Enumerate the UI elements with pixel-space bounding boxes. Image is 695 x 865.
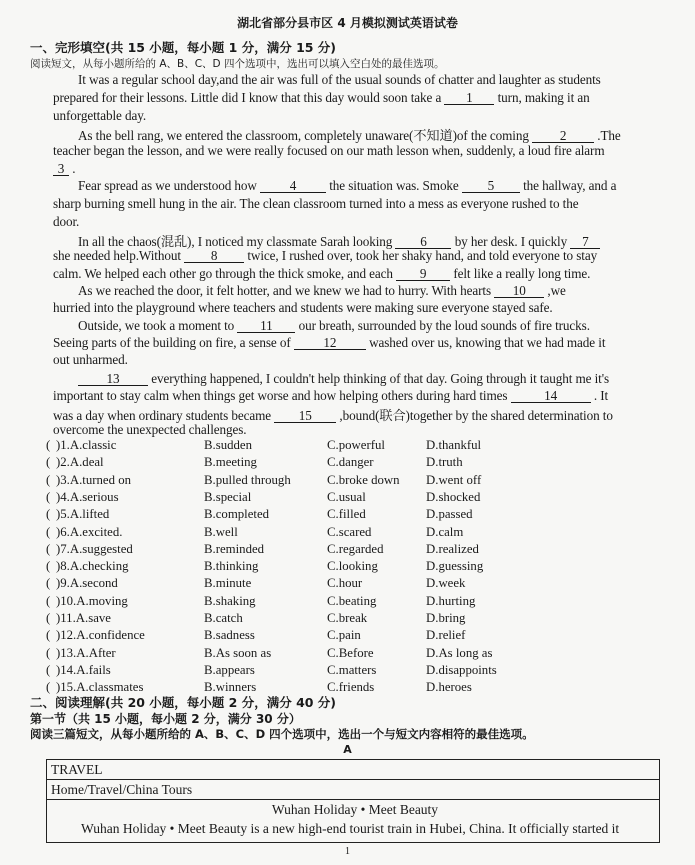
passage-text: our breath, surrounded by the loud sounds of fire trucks. xyxy=(298,318,590,333)
passage-line xyxy=(78,371,609,387)
option-b: B.winners xyxy=(204,680,257,695)
blank-10: 10 xyxy=(494,284,544,298)
passage-text: In all the chaos(混乱), I noticed my classmate Sarah looking xyxy=(78,234,393,249)
option-b: B.catch xyxy=(204,611,243,625)
section1-heading: 一、完形填空(共 15 小题，每小题 1 分，满分 15 分) xyxy=(30,40,337,55)
passage-text: .The xyxy=(597,128,621,143)
option-d: D.guessing xyxy=(426,559,484,574)
option-c: C.danger xyxy=(327,455,374,470)
option-c: C.powerful xyxy=(327,438,385,452)
passage-line xyxy=(53,161,75,177)
passage-line: door. xyxy=(53,214,80,229)
answer-paren: ( xyxy=(46,524,51,539)
option-c: C.break xyxy=(327,611,368,625)
passage-line xyxy=(78,318,590,334)
answer-paren: ( xyxy=(46,680,51,695)
blank-14: 14 xyxy=(511,389,591,403)
passage-text: As we reached the door, it felt hotter, and we knew we had to hurry. With hearts xyxy=(78,283,492,298)
option-b: B.special xyxy=(204,489,252,504)
option-b: B.reminded xyxy=(204,541,265,556)
passage-line xyxy=(78,125,621,144)
answer-paren: ( xyxy=(46,455,51,470)
passage-text: by her desk. I quickly xyxy=(454,234,568,249)
blank-12: 12 xyxy=(294,336,366,350)
option-a: )7.A.suggested xyxy=(56,541,133,556)
passage-text: the hallway, and a xyxy=(523,178,617,193)
option-d: D.went off xyxy=(426,472,482,487)
option-b: B.thinking xyxy=(204,559,259,574)
blank-1: 1 xyxy=(444,91,494,105)
option-d: D.bring xyxy=(426,611,466,625)
passage-line xyxy=(53,335,605,351)
passage-line: overcome the unexpected challenges. xyxy=(53,422,247,437)
option-d: D.calm xyxy=(426,524,464,539)
passage-line: out unharmed. xyxy=(53,352,128,367)
option-a: )1.A.classic xyxy=(56,438,117,452)
option-b: B.meeting xyxy=(204,455,257,470)
option-a: )3.A.turned on xyxy=(56,472,131,487)
passage-text: ,we xyxy=(547,283,566,298)
passage-text: . xyxy=(72,161,76,176)
travel-title: Wuhan Holiday • Meet Beauty xyxy=(271,802,439,817)
option-b: B.shaking xyxy=(204,593,256,608)
passage-text: Seeing parts of the building on fire, a sense of xyxy=(53,335,291,350)
passage-text: important to stay calm when things get worse and how helping others during hard times xyxy=(53,388,508,403)
passage-line: teacher began the lesson, and we were really focused on our math lesson when, suddenly, a loud fire alarm xyxy=(53,143,605,158)
passage-line xyxy=(78,283,566,299)
answer-paren: ( xyxy=(46,438,51,452)
answer-paren: ( xyxy=(46,507,51,522)
answer-paren: ( xyxy=(46,611,51,625)
option-a: )15.A.classmates xyxy=(56,680,144,695)
option-c: C.looking xyxy=(327,559,378,574)
answer-paren: ( xyxy=(46,628,51,643)
option-c: C.usual xyxy=(327,489,366,504)
section1-instruction: 阅读短文，从每小题所给的 A、B、C、D 四个选项中，选出可以填入空白处的最佳选项。 xyxy=(30,58,445,70)
passage-line xyxy=(53,388,608,404)
passage-text: ,bound(联合)together by the shared determination to xyxy=(339,408,613,423)
option-d: D.passed xyxy=(426,507,473,522)
blank-13: 13 xyxy=(78,372,148,386)
option-c: C.matters xyxy=(327,662,377,677)
blank-8: 8 xyxy=(184,249,244,263)
option-b: B.completed xyxy=(204,507,270,522)
option-b: B.As soon as xyxy=(204,645,272,660)
passage-text: calm. We helped each other go through the thick smoke, and each xyxy=(53,266,393,281)
passage-line: unforgettable day. xyxy=(53,108,147,123)
option-a: )5.A.lifted xyxy=(56,507,110,522)
passage-text: twice, I rushed over, took her shaky hand, and told everyone to stay xyxy=(247,248,598,263)
option-d: D.shocked xyxy=(426,489,481,504)
travel-content xyxy=(47,800,659,842)
option-c: C.beating xyxy=(327,593,377,608)
passage-line xyxy=(53,266,590,282)
blank-15: 15 xyxy=(274,409,336,423)
option-a: )11.A.save xyxy=(56,611,111,625)
option-a: )9.A.second xyxy=(56,576,118,591)
option-b: B.well xyxy=(204,524,238,539)
option-a: )2.A.deal xyxy=(56,455,104,470)
option-a: )8.A.checking xyxy=(56,559,129,574)
answer-paren: ( xyxy=(46,541,51,556)
travel-body: Wuhan Holiday • Meet Beauty is a new high-end tourist train in Hubei, China. It officially started it xyxy=(81,821,620,836)
option-c: C.hour xyxy=(327,576,363,591)
option-d: D.disappoints xyxy=(426,662,497,677)
passage-text: washed over us, knowing that we had made it xyxy=(369,335,606,350)
option-d: D.truth xyxy=(426,455,463,470)
passage-line: sharp burning smell hung in the air. The clean classroom turned into a mess as everyone rushed to the xyxy=(53,196,579,211)
option-c: C.broke down xyxy=(327,472,400,487)
exam-title: 湖北省部分县市区 4 月模拟测试英语试卷 xyxy=(237,16,458,30)
passage-text: the situation was. Smoke xyxy=(329,178,459,193)
option-d: D.relief xyxy=(426,628,466,643)
passage-label: A xyxy=(343,743,352,756)
option-c: C.friends xyxy=(327,680,375,695)
answer-paren: ( xyxy=(46,593,51,608)
answer-paren: ( xyxy=(46,662,51,677)
passage-text: she needed help.Without xyxy=(53,248,181,263)
answer-paren: ( xyxy=(46,645,51,660)
travel-article-box xyxy=(46,759,660,843)
option-a: )12.A.confidence xyxy=(56,628,145,643)
answer-paren: ( xyxy=(46,576,51,591)
option-c: C.Before xyxy=(327,645,374,660)
option-c: C.filled xyxy=(327,507,366,522)
blank-4: 4 xyxy=(260,179,326,193)
option-c: C.pain xyxy=(327,628,361,643)
travel-header: TRAVEL xyxy=(47,760,659,780)
passage-line xyxy=(53,90,590,106)
option-d: D.As long as xyxy=(426,645,493,660)
blank-3: 3 xyxy=(53,162,69,176)
passage-text: prepared for their lessons. Little did I know that this day would soon take a xyxy=(53,90,442,105)
blank-2: 2 xyxy=(532,129,594,143)
option-a: )13.A.After xyxy=(56,645,116,660)
section2-heading: 二、阅读理解(共 20 小题，每小题 2 分，满分 40 分) xyxy=(30,695,337,710)
travel-breadcrumb: Home/Travel/China Tours xyxy=(47,780,659,800)
option-a: )14.A.fails xyxy=(56,662,111,677)
blank-11: 11 xyxy=(237,319,295,333)
passage-text: Fear spread as we understood how xyxy=(78,178,257,193)
option-b: B.sudden xyxy=(204,438,252,452)
option-d: D.hurting xyxy=(426,593,476,608)
passage-line: It was a regular school day,and the air was full of the usual sounds of chatter and laughter as students xyxy=(78,72,601,87)
blank-7: 7 xyxy=(570,235,600,249)
answer-paren: ( xyxy=(46,489,51,504)
page-number: 1 xyxy=(345,846,350,857)
option-d: D.week xyxy=(426,576,466,591)
passage-text: . It xyxy=(593,388,609,403)
option-d: D.heroes xyxy=(426,680,472,695)
passage-text: was a day when ordinary students became xyxy=(53,408,272,423)
answer-paren: ( xyxy=(46,472,51,487)
option-b: B.pulled through xyxy=(204,472,291,487)
option-b: B.appears xyxy=(204,662,255,677)
passage-text: turn, making it an xyxy=(497,90,590,105)
option-c: C.scared xyxy=(327,524,372,539)
option-d: D.realized xyxy=(426,541,479,556)
option-d: D.thankful xyxy=(426,438,482,452)
answer-paren: ( xyxy=(46,559,51,574)
blank-5: 5 xyxy=(462,179,520,193)
passage-line: hurried into the playground where teachers and students were making sure everyone stayed safe. xyxy=(53,300,553,315)
blank-9: 9 xyxy=(396,267,450,281)
passage-text: Outside, we took a moment to xyxy=(78,318,235,333)
option-a: )10.A.moving xyxy=(56,593,128,608)
passage-text: everything happened, I couldn't help thinking of that day. Going through it taught me it's xyxy=(151,371,610,386)
option-a: )6.A.excited. xyxy=(56,524,123,539)
passage-line xyxy=(78,178,616,194)
section2-instruction: 阅读三篇短文，从每小题所给的 A、B、C、D 四个选项中，选出一个与短文内容相符的最佳选项。 xyxy=(30,727,534,741)
passage-text: felt like a really long time. xyxy=(453,266,591,281)
option-a: )4.A.serious xyxy=(56,489,119,504)
option-c: C.regarded xyxy=(327,541,384,556)
option-b: B.minute xyxy=(204,576,252,591)
passage-text: As the bell rang, we entered the classroom, completely unaware(不知道)of the coming xyxy=(78,128,529,143)
section2-subheading: 第一节（共 15 小题，每小题 2 分，满分 30 分） xyxy=(30,712,301,726)
blank-6: 6 xyxy=(395,235,451,249)
option-b: B.sadness xyxy=(204,628,255,643)
passage-line xyxy=(53,248,597,264)
